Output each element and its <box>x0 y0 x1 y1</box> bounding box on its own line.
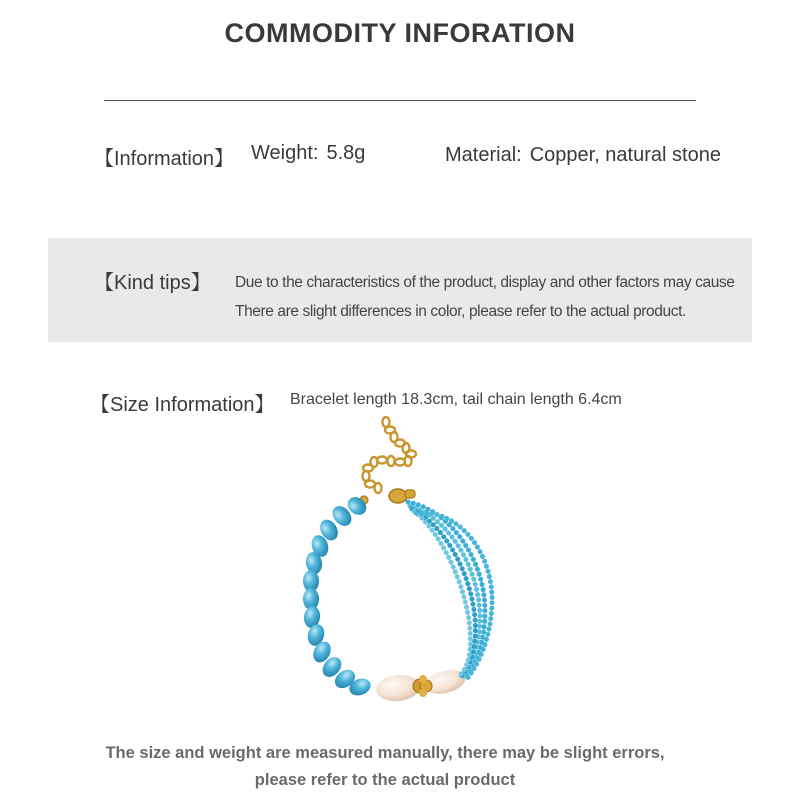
footer-line-2: please refer to the actual product <box>254 771 516 789</box>
material-label: Material: <box>445 144 522 166</box>
size-information-text: Bracelet length 18.3cm, tail chain length 6.4cm <box>290 391 622 408</box>
turquoise-oval-beads <box>303 493 374 698</box>
weight-field <box>251 142 365 165</box>
kind-tips-panel <box>48 238 752 342</box>
kind-tips-label: 【Kind tips】 <box>94 272 211 294</box>
turquoise-seed-strands <box>408 502 492 679</box>
kind-tips-text <box>235 268 735 326</box>
footer-line-1: The size and weight are measured manually, there may be slight errors, <box>105 744 665 762</box>
weight-label: Weight: <box>251 142 319 164</box>
kind-tips-line-2: There are slight differences in color, please refer to the actual product. <box>235 303 686 320</box>
kind-tips-line-1: Due to the characteristics of the product, display and other factors may cause <box>235 274 735 291</box>
pearl-centerpiece <box>375 666 468 703</box>
information-label: 【Information】 <box>94 148 235 170</box>
footer-note <box>0 740 770 794</box>
size-information-label: 【Size Information】 <box>90 394 275 416</box>
material-value: Copper, natural stone <box>529 144 721 166</box>
page-title: COMMODITY INFORATION <box>224 18 576 48</box>
material-field <box>445 144 721 167</box>
bracelet-image <box>280 410 520 720</box>
weight-value: 5.8g <box>326 142 366 164</box>
divider <box>104 100 696 101</box>
gold-chain <box>363 417 417 493</box>
